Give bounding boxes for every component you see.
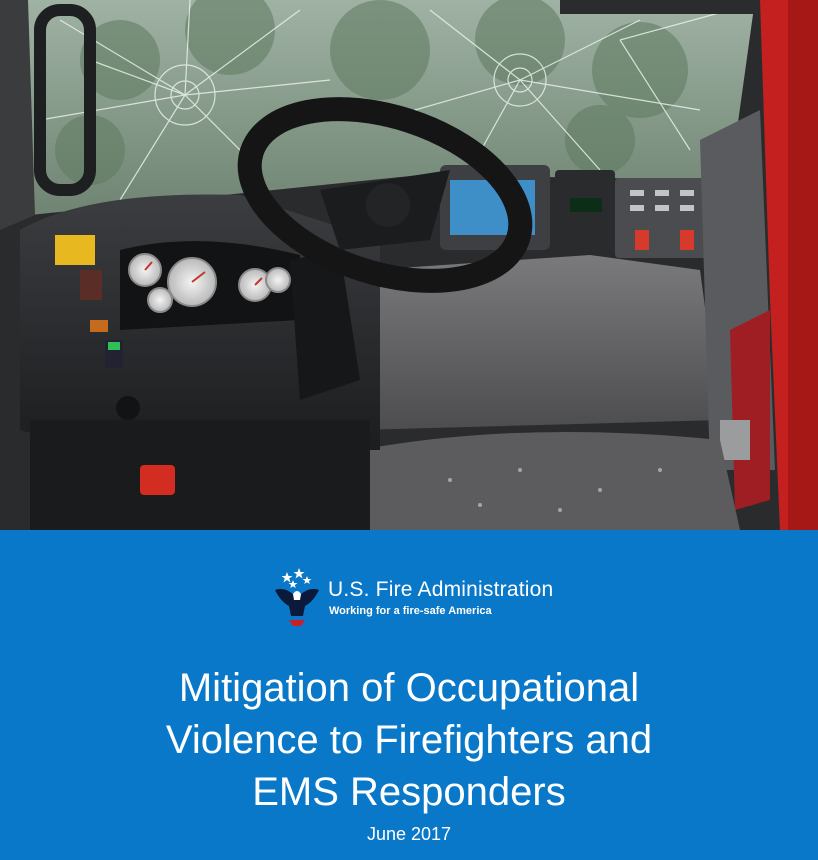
title-line: Violence to Firefighters and <box>165 718 653 762</box>
title-line: Mitigation of Occupational <box>178 666 640 710</box>
eagle-stars-icon <box>273 568 321 630</box>
red-key-switch <box>140 465 175 495</box>
seat-belt <box>730 310 770 510</box>
publication-date: June 2017 <box>366 824 452 844</box>
usfa-logo <box>273 568 563 630</box>
seat-cushion <box>350 432 740 530</box>
cover-banner <box>0 530 818 860</box>
agency-tagline: Working for a fire-safe America <box>329 605 492 617</box>
agency-name: U.S. Fire Administration <box>328 578 554 601</box>
title-line: EMS Responders <box>252 770 566 814</box>
report-title <box>40 662 778 818</box>
